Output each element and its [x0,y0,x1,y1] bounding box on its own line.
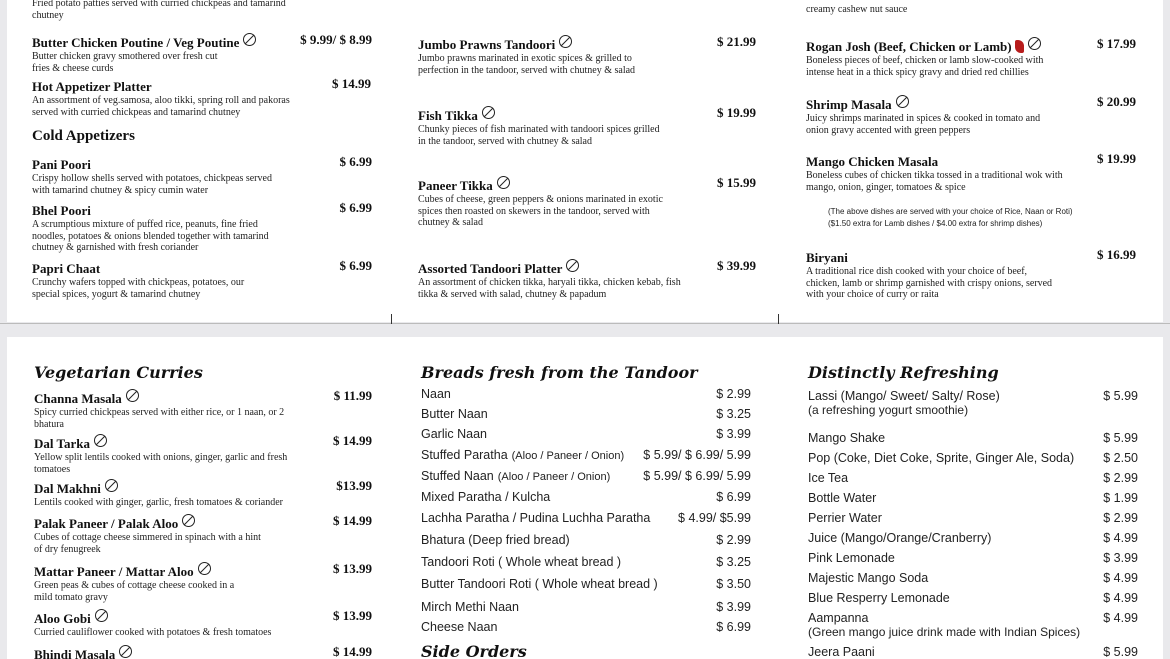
item-description: An assortment of chicken tikka, haryali tikka, chicken kebab, fish tikka & served with salad, chutney & papadum [418,277,681,300]
item-name: Papri Chaat [32,261,101,276]
menu-item [806,94,1136,136]
vegetarian-icon [105,479,118,492]
vegetarian-icon [94,434,107,447]
bread-name: Stuffed Naan [421,469,494,483]
item-price: $ 14.99 [333,513,372,528]
menu-page-top [7,0,1163,322]
menu-item [34,561,372,603]
drink-name: Juice (Mango/Orange/Cranberry) [808,531,992,545]
menu-item [806,247,1136,301]
item-name: Aloo Gobi [34,611,91,626]
drink-row [808,611,1138,639]
drink-price: $ 5.99 [1103,645,1138,659]
item-name: Dal Makhni [34,481,101,496]
item-description: Crunchy wafers topped with chickpeas, potatoes, our special spices, yogurt & tamarind chutney [32,277,245,300]
vegetarian-icon [119,645,132,658]
bread-name: Mirch Methi Naan [421,600,519,614]
item-description: Lentils cooked with ginger, garlic, fresh tomatoes & coriander [34,497,283,508]
bread-name: Garlic Naan [421,427,487,441]
item-name: Mango Chicken Masala [806,154,939,169]
menu-item [418,34,756,76]
menu-item [418,258,756,300]
drink-name: Pop (Coke, Diet Coke, Sprite, Ginger Ale, Soda) [808,451,1075,465]
bread-row [421,555,751,569]
bread-name: Butter Tandoori Roti ( Whole wheat bread ) [421,577,658,591]
item-name: Jumbo Prawns Tandoori [418,37,556,52]
item-price: $ 6.99 [339,154,372,169]
drink-price: $ 5.99 [1103,389,1138,403]
item-price: $ 14.99 [332,76,371,91]
serving-note: (The above dishes are served with your choice of Rice, Naan or Roti) [828,207,1073,216]
bread-row [421,577,751,591]
item-price: $ 20.99 [1097,94,1136,109]
item-description: Curried cauliflower cooked with potatoes & fresh tomatoes [34,627,272,638]
item-price: $ 6.99 [339,200,372,215]
drink-price: $ 3.99 [1103,551,1138,565]
item-description: Spicy curried chickpeas served with either rice, or 1 naan, or 2 bhatura [34,407,285,430]
bread-row [421,511,751,525]
bread-price: $ 5.99/ $ 6.99/ 5.99 [643,469,751,483]
bread-price: $ 4.99/ $5.99 [678,511,751,525]
tandoori-column [418,0,756,322]
menu-item [806,151,1136,193]
drink-name: Aampanna [808,611,869,625]
menu-item [418,105,756,147]
bread-name: Stuffed Paratha [421,448,508,462]
menu-item [418,175,756,229]
item-description: Green peas & cubes of cottage cheese cooked in a mild tomato gravy [34,580,235,603]
breads-column [421,337,751,659]
drink-row [808,451,1138,465]
menu-item [32,200,372,254]
drink-name: Majestic Mango Soda [808,571,929,585]
item-price: $ 11.99 [333,388,372,403]
bread-name: Mixed Paratha / Kulcha [421,490,551,504]
menu-item [34,644,372,659]
menu-item [34,388,372,430]
drink-price: $ 4.99 [1103,571,1138,585]
drink-name: Jeera Paani [808,645,875,659]
appetizers-column [32,0,372,322]
vegetarian-icon [198,562,211,575]
menu-page-bottom [7,337,1163,659]
curries-column [806,0,1136,322]
item-description: Boneless pieces of beef, chicken or lamb slow-cooked with intense heat in a thick spicy gravy and dried red chillies [806,55,1044,78]
category-title: Distinctly Refreshing [808,363,999,382]
item-description: Juicy shrimps marinated in spices & cooked in tomato and onion gravy accented with green peppers [806,113,1041,136]
vegetarian-icon [95,609,108,622]
vegetarian-icon [482,106,495,119]
item-description: Chunky pieces of fish marinated with tandoori spices grilled in the tandoor, served with chutney & salad [418,124,660,147]
drink-name: Blue Resperry Lemonade [808,591,950,605]
drink-price: $ 2.99 [1103,471,1138,485]
category-title: Side Orders [421,642,527,659]
drink-name: Pink Lemonade [808,551,895,565]
drink-row [808,571,1138,585]
item-price: $ 13.99 [333,561,372,576]
drink-name: Bottle Water [808,491,877,505]
drink-name: Perrier Water [808,511,882,525]
item-price: $ 14.99 [333,644,372,659]
item-description: Cubes of cheese, green peppers & onions marinated in exotic spices then roasted on skewers in the tandoor, served with chutney & salad [418,194,663,228]
menu-item [32,258,372,300]
page-divider [0,323,1170,324]
item-name: Hot Appetizer Platter [32,79,152,94]
bread-price: $ 3.50 [716,577,751,591]
item-name: Bhel Poori [32,203,91,218]
drink-row [808,531,1138,545]
item-price: $ 6.99 [339,258,372,273]
section-heading: Cold Appetizers [32,128,135,144]
item-price: $ 14.99 [333,433,372,448]
drink-row [808,431,1138,445]
item-price: $ 39.99 [717,258,756,273]
item-description: Crispy hollow shells served with potatoes, chickpeas served with tamarind chutney & spicy cumin water [32,173,272,196]
bread-options: (Aloo / Paneer / Onion) [511,450,625,462]
vegetarian-curries-column [34,337,372,659]
bread-name: Butter Naan [421,407,488,421]
menu-item [34,513,372,555]
item-price: $ 9.99/ $ 8.99 [300,32,372,47]
drink-note: (Green mango juice drink made with Indian Spices) [808,625,1081,639]
bread-row [421,533,751,547]
vegetarian-icon [566,259,579,272]
item-price: $ 19.99 [1097,151,1136,166]
drink-note: (a refreshing yogurt smoothie) [808,403,969,417]
extra-charge-note: ($1.50 extra for Lamb dishes / $4.00 extra for shrimp dishes) [828,219,1043,228]
drink-row [808,591,1138,605]
menu-item [32,154,372,196]
menu-item [32,32,372,74]
vegetarian-icon [243,33,256,46]
item-description: Boneless cubes of chicken tikka tossed in a traditional wok with mango, onion, ginger, tomatoes & spice [806,170,1063,193]
bread-price: $ 2.99 [716,387,751,401]
chili-icon [1015,40,1024,53]
item-price: $ 15.99 [717,175,756,190]
bread-price: $ 5.99/ $ 6.99/ 5.99 [643,448,751,462]
item-name: Channa Masala [34,391,122,406]
item-name: Shrimp Masala [806,97,892,112]
vegetarian-icon [559,35,572,48]
drink-name: Ice Tea [808,471,849,485]
continued-description: Fried potato patties served with curried chickpeas and tamarind chutney [32,0,286,21]
bread-row [421,407,751,421]
menu-item [806,36,1136,78]
bread-row [421,387,751,401]
item-name: Paneer Tikka [418,178,493,193]
item-name: Assorted Tandoori Platter [418,261,563,276]
item-name: Mattar Paneer / Mattar Aloo [34,564,194,579]
item-description: Cubes of cottage cheese simmered in spinach with a hint of dry fenugreek [34,532,261,555]
item-name: Rogan Josh (Beef, Chicken or Lamb) [806,39,1012,54]
menu-item [34,608,372,639]
drinks-column [808,337,1138,659]
bread-price: $ 6.99 [716,620,751,634]
bread-row [421,427,751,441]
bread-name: Naan [421,387,451,401]
item-name: Bhindi Masala [34,647,116,659]
drink-price: $ 2.99 [1103,511,1138,525]
menu-item [34,433,372,475]
item-name: Biryani [806,250,848,265]
drink-price: $ 1.99 [1103,491,1138,505]
drink-price: $ 5.99 [1103,431,1138,445]
item-name: Dal Tarka [34,436,90,451]
continued-description: creamy cashew nut sauce [806,4,908,15]
item-price: $ 19.99 [717,105,756,120]
drink-row [808,645,1138,659]
category-title: Vegetarian Curries [34,363,203,382]
item-name: Butter Chicken Poutine / Veg Poutine [32,35,240,50]
drink-row [808,551,1138,565]
drink-row [808,389,1138,417]
bread-row [421,600,751,614]
menu-item [34,478,372,509]
bread-price: $ 3.99 [716,600,751,614]
drink-name: Mango Shake [808,431,886,445]
item-description: Butter chicken gravy smothered over fresh cut fries & cheese curds [32,51,218,74]
item-name: Palak Paneer / Palak Aloo [34,516,179,531]
item-price: $ 13.99 [333,608,372,623]
crop-mark [391,314,392,324]
bread-price: $ 2.99 [716,533,751,547]
bread-row [421,620,751,634]
bread-name: Tandoori Roti ( Whole wheat bread ) [421,555,622,569]
bread-name: Bhatura (Deep fried bread) [421,533,570,547]
bread-name: Cheese Naan [421,620,498,634]
vegetarian-icon [126,389,139,402]
item-price: $ 16.99 [1097,247,1136,262]
item-price: $ 21.99 [717,34,756,49]
bread-name: Lachha Paratha / Pudina Luchha Paratha [421,511,651,525]
drink-price: $ 4.99 [1103,611,1138,625]
bread-price: $ 3.99 [716,427,751,441]
item-description: Jumbo prawns marinated in exotic spices & grilled to perfection in the tandoor, served with chutney & salad [418,53,636,76]
item-description: An assortment of veg.samosa, aloo tikki, spring roll and pakoras served with curried chickpeas and tamarind chutney [32,95,290,118]
item-price: $ 17.99 [1097,36,1136,51]
bread-row [421,490,751,504]
bread-row [421,448,751,462]
drink-row [808,491,1138,505]
menu-item [32,76,372,118]
vegetarian-icon [182,514,195,527]
category-title: Breads fresh from the Tandoor [421,363,698,382]
crop-mark [778,314,779,324]
bread-price: $ 3.25 [716,407,751,421]
drink-row [808,511,1138,525]
item-price: $13.99 [336,478,372,493]
item-name: Fish Tikka [418,108,478,123]
vegetarian-icon [1028,37,1041,50]
drink-price: $ 2.50 [1103,451,1138,465]
bread-price: $ 6.99 [716,490,751,504]
vegetarian-icon [497,176,510,189]
item-name: Pani Poori [32,157,91,172]
drink-price: $ 4.99 [1103,531,1138,545]
drink-row [808,471,1138,485]
item-description: A traditional rice dish cooked with your choice of beef, chicken, lamb or shrimp garnished with crispy onions, served with your choice of curry or raita [806,266,1053,300]
bread-price: $ 3.25 [716,555,751,569]
drink-name: Lassi (Mango/ Sweet/ Salty/ Rose) [808,389,1000,403]
drink-price: $ 4.99 [1103,591,1138,605]
bread-options: (Aloo / Paneer / Onion) [497,471,611,483]
bread-row [421,469,751,483]
item-description: Yellow split lentils cooked with onions, ginger, garlic and fresh tomatoes [34,452,288,475]
item-description: A scrumptious mixture of puffed rice, peanuts, fine fried noodles, potatoes & onions blended together with tamarind chutney & garnished with fresh coriander [32,219,269,253]
vegetarian-icon [896,95,909,108]
